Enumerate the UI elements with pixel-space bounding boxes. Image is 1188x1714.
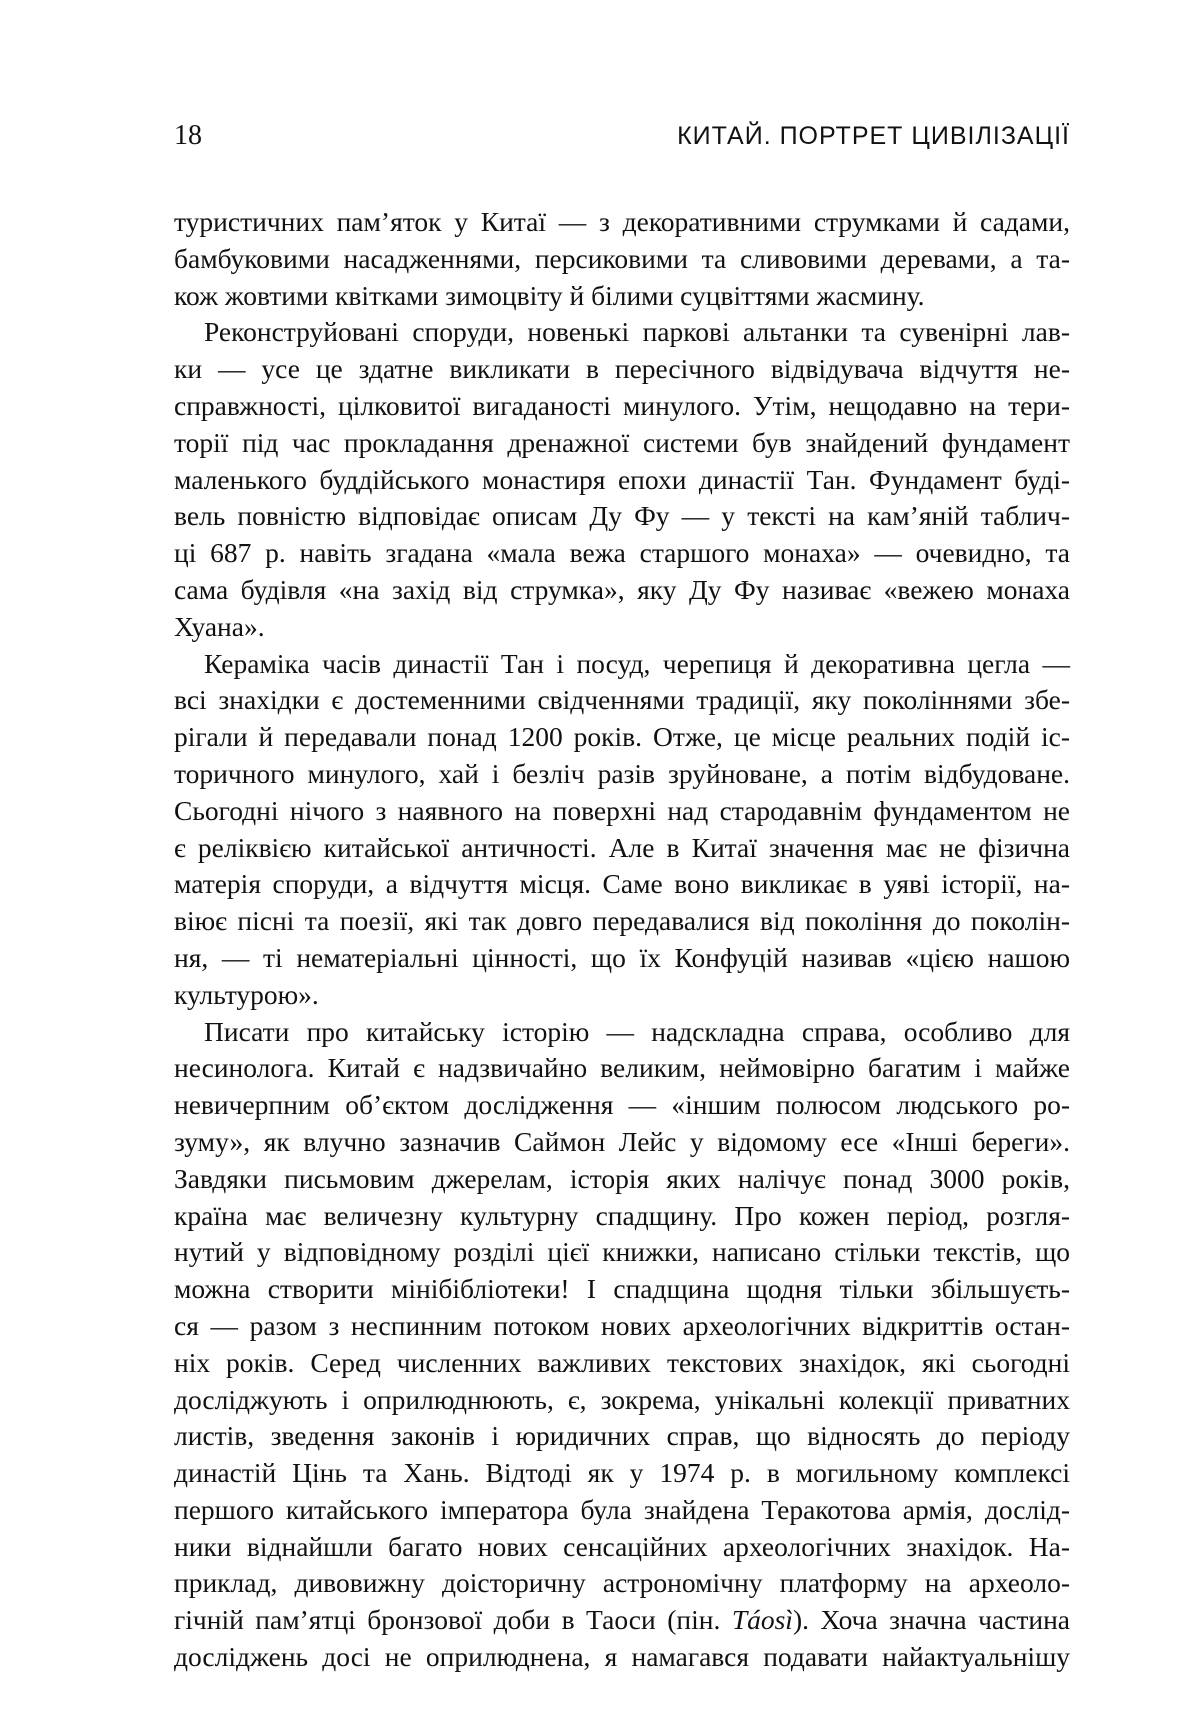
paragraph-2 <box>174 314 1070 645</box>
text-line: маленького буддійського монастиря епохи династії Тан. Фундамент буді- <box>174 463 1070 495</box>
paragraph-1 <box>174 204 1070 314</box>
text-line: ніх років. Серед численних важливих текстових знахідок, які сьогодні <box>174 1346 1070 1378</box>
text-line: туристичних пам’яток у Китаї — з декоративними струмками й садами, <box>174 206 1070 237</box>
text-line: є реліквією китайської античності. Але в Китаї значення має не фізична <box>174 831 1070 863</box>
text-line: рігали й передавали понад 1200 років. Отже, це місце реальних подій іс- <box>174 721 1070 753</box>
pinyin-term: Táosì <box>731 1604 793 1636</box>
text-line: першого китайського імператора була знайдена Теракотова армія, дослід- <box>174 1493 1070 1525</box>
text-line: листів, зведення законів і юридичних справ, що відносять до періоду <box>174 1420 1070 1452</box>
text-line: ці 687 р. навіть згадана «мала вежа старшого монаха» — очевидно, та <box>174 537 1070 569</box>
text-line: вель повністю відповідає описам Ду Фу — у тексті на кам’яній таблич- <box>174 500 1070 532</box>
text-line: невичерпним об’єктом дослідження — «іншим полюсом людського ро- <box>174 1089 1070 1121</box>
page-header <box>174 118 1070 154</box>
running-title: КИТАЙ. ПОРТРЕТ ЦИВІЛІЗАЦІЇ <box>677 122 1070 150</box>
text-line: Сьогодні нічого з наявного на поверхні над стародавнім фундаментом не <box>174 794 1070 826</box>
text-line: віює пісні та поезії, які так довго передавалися від покоління до поколін- <box>174 905 1070 937</box>
text-line: сама будівля «на захід від струмка», яку Ду Фу називає «вежею монаха <box>174 573 1070 605</box>
page-number: 18 <box>174 120 202 151</box>
text-line: ники віднайшли багато нових сенсаційних археологічних знахідок. На- <box>174 1530 1070 1562</box>
text-line: ня, — ті нематеріальні цінності, що їх Конфуцій називав «цією нашою <box>174 941 1070 973</box>
text-line: зуму», як влучно зазначив Саймон Лейс у відомому есе «Інші береги». <box>174 1125 1070 1157</box>
text-line: нутий у відповідному розділі цієї книжки, написано стільки текстів, що <box>174 1236 1070 1268</box>
text-line: досліджень досі не оприлюднена, я намагався подавати найактуальнішу <box>174 1641 1070 1673</box>
text-line: Реконструйовані споруди, новенькі паркові альтанки та сувенірні лав- <box>204 316 1070 348</box>
body-text <box>174 204 1070 1676</box>
text-line: Завдяки письмовим джерелам, історія яких налічує понад 3000 років, <box>174 1162 1070 1194</box>
text-line: Писати про китайську історію — надскладна справа, особливо для <box>204 1015 1070 1047</box>
text-line: ки — усе це здатне викликати в пересічного відвідувача відчуття не- <box>174 353 1070 385</box>
text-line: приклад, дивовижну доісторичну астрономічну платформу на археоло- <box>174 1567 1070 1599</box>
text-line: ся — разом з неспинним потоком нових археологічних відкриттів остан- <box>174 1309 1070 1341</box>
text-line: всі знахідки є достеменними свідченнями традиції, яку поколіннями збе- <box>174 684 1070 716</box>
text-line: торичного минулого, хай і безліч разів зруйноване, а потім відбудоване. <box>174 757 1070 789</box>
text-line: бамбуковими насадженнями, персиковими та сливовими деревами, а та- <box>174 242 1070 274</box>
text-segment: гічній пам’ятці бронзової доби в Таоси (пін. <box>174 1604 732 1636</box>
text-line: Кераміка часів династії Тан і посуд, черепиця й декоративна цегла — <box>204 647 1070 679</box>
text-line: Хуана». <box>174 610 265 642</box>
text-line: країна має величезну культурну спадщину. Про кожен період, розгля- <box>174 1199 1070 1231</box>
text-line: досліджують і оприлюднюють, є, зокрема, унікальні колекції приватних <box>174 1383 1070 1415</box>
text-line: культурою». <box>174 978 319 1010</box>
text-line: кож жовтими квітками зимоцвіту й білими суцвіттями жасмину. <box>174 279 925 311</box>
text-line: торії під час прокладання дренажної системи був знайдений фундамент <box>174 426 1070 458</box>
text-line-with-italic <box>174 1602 1070 1639</box>
text-line: справжності, цілковитої вигаданості минулого. Утім, нещодавно на тери- <box>174 389 1070 421</box>
text-line: династій Цінь та Хань. Відтоді як у 1974 р. в могильному комплексі <box>174 1457 1070 1489</box>
paragraph-3 <box>174 646 1070 1014</box>
paragraph-4 <box>174 1014 1070 1676</box>
text-line: несинолога. Китай є надзвичайно великим, неймовірно багатим і майже <box>174 1052 1070 1084</box>
text-line: можна створити мінібібліотеки! І спадщина щодня тільки збільшуєть- <box>174 1273 1070 1305</box>
text-segment: ). Хоча значна частина <box>792 1604 1070 1636</box>
text-line: матерія споруди, а відчуття місця. Саме воно викликає в уяві історії, на- <box>174 868 1070 900</box>
